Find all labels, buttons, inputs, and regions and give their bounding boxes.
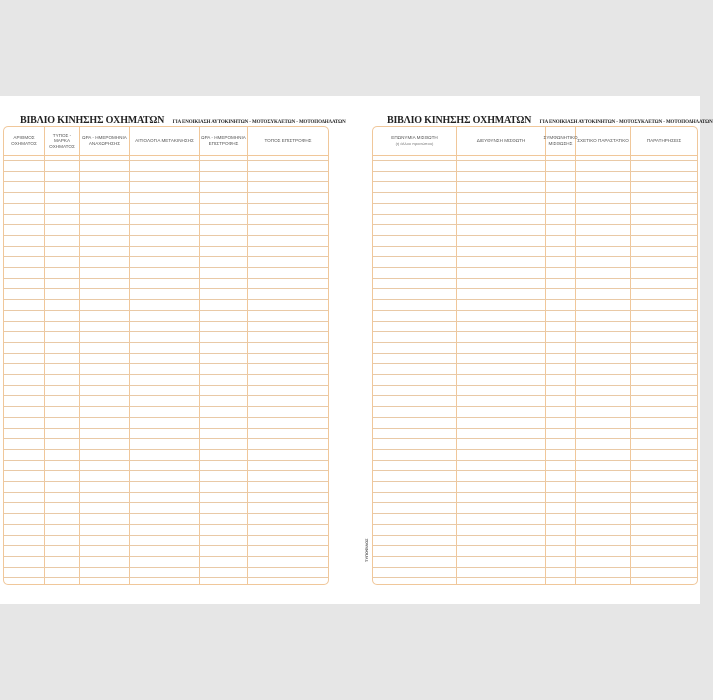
row-line [373,428,697,429]
column-header-lease-contract [543,127,578,155]
row-line [4,192,328,193]
row-line [373,321,697,322]
row-line [4,406,328,407]
row-line [4,449,328,450]
column-header-line: ΣΥΜΦΩΝΗΤΙΚΟ [543,135,578,141]
column-header-subline: (ή άλλου προσώπου) [395,141,434,146]
right-ledger-table [372,126,698,585]
row-line [4,577,328,578]
row-line [373,470,697,471]
column-header-line: ΩΡΑ - ΗΜΕΡΟΜΗΝΙΑ [82,135,127,141]
left-ledger-table [3,126,329,585]
column-header-line: ΑΙΤΙΟΛΟΓΙΑ ΜΕΤΑΚΙΝΗΣΗΣ [135,138,194,144]
row-line [373,524,697,525]
column-header-vehicle-type [45,127,80,155]
row-line [4,513,328,514]
row-line [373,353,697,354]
row-line [373,181,697,182]
column-header-line: ΑΝΑΧΩΡΗΣΗΣ [88,141,121,146]
row-line [4,342,328,343]
column-header-line: ΜΙΣΘΩΣΗΣ [548,141,573,146]
row-line [4,310,328,311]
row-line [4,428,328,429]
right-table-header [373,127,697,156]
row-line [4,417,328,418]
column-header-line: ΔΙΕΥΘΥΝΣΗ ΜΙΣΘΩΤΗ [476,138,526,144]
row-line [4,460,328,461]
column-divider [44,156,45,584]
row-line [4,481,328,482]
row-line [4,385,328,386]
column-header-line: ΩΡΑ - ΗΜΕΡΟΜΗΝΙΑ [201,135,246,141]
column-header-return-time [200,127,248,155]
column-header-line: ΑΡΙΘΜΟΣ [13,135,35,141]
row-line [373,235,697,236]
row-line [373,331,697,332]
row-line [4,535,328,536]
left-page-title-row [3,110,346,126]
row-line [4,331,328,332]
row-line [373,278,697,279]
column-header-line: ΕΠΙΣΤΡΟΦΗΣ [208,141,239,146]
row-line [4,438,328,439]
row-line [373,545,697,546]
row-line [373,567,697,568]
row-line [4,556,328,557]
row-line [4,299,328,300]
row-line [373,502,697,503]
row-line [4,235,328,236]
row-line [4,214,328,215]
row-line [373,460,697,461]
right-table-body [373,156,697,584]
column-header-line: ΤΥΠΟΣ - ΜΑΡΚΑ [52,132,72,144]
column-header-trip-reason [130,127,200,155]
row-line [373,310,697,311]
left-table-body [4,156,328,584]
row-line [373,513,697,514]
column-divider [79,156,80,584]
row-line [4,395,328,396]
column-divider [129,156,130,584]
row-line [373,481,697,482]
row-line [4,181,328,182]
row-line [4,203,328,204]
row-line [4,567,328,568]
row-line [4,278,328,279]
row-line [373,288,697,289]
column-header-vehicle-number [4,127,45,155]
row-line [373,267,697,268]
left-table-header [4,127,328,156]
column-header-remarks [631,127,697,155]
row-line [373,577,697,578]
column-header-line: ΕΠΩΝΥΜΙΑ ΜΙΣΘΩΤΗ [391,135,438,141]
right-page-subtitle: ΓΙΑ ΕΝΟΙΚΙΑΣΗ ΑΥΤΟΚΙΝΗΤΩΝ - ΜΟΤΟΣΥΚΛΕΤΩΝ - ΜΟΤΟΠΟΔΗΛΑΤΩΝ [539,120,713,125]
right-page-title-row [372,110,713,126]
column-header-lessee-address [457,127,546,155]
row-line [373,492,697,493]
row-line [373,374,697,375]
row-line [4,492,328,493]
row-line [4,470,328,471]
column-header-line: ΟΧΗΜΑΤΟΣ [49,143,75,149]
row-line [373,342,697,343]
column-header-related-document [576,127,631,155]
column-divider [247,156,248,584]
column-header-line: ΣΧΕΤΙΚΟ ΠΑΡΑΣΤΑΤΙΚΟ [577,138,629,144]
row-line [373,395,697,396]
row-line [373,363,697,364]
row-line [4,246,328,247]
column-header-departure-time [80,127,130,155]
row-line [4,502,328,503]
row-line [4,321,328,322]
row-line [373,160,697,161]
left-page [3,96,346,604]
column-divider [199,156,200,584]
column-header-return-place [248,127,328,155]
row-line [373,535,697,536]
row-line [4,353,328,354]
row-line [373,224,697,225]
row-line [4,171,328,172]
row-line [4,256,328,257]
row-line [373,385,697,386]
row-line [4,374,328,375]
left-page-subtitle: ΓΙΑ ΕΝΟΙΚΙΑΣΗ ΑΥΤΟΚΙΝΗΤΩΝ - ΜΟΤΟΣΥΚΛΕΤΩΝ - ΜΟΤΟΠΟΔΗΛΑΤΩΝ [172,120,346,125]
column-divider [456,156,457,584]
publisher-mark: ΤΥΠΟΦΙΛΟΣ [364,538,369,562]
column-header-line: ΤΟΠΟΣ ΕΠΙΣΤΡΟΦΗΣ [264,138,312,144]
row-line [373,406,697,407]
row-line [373,203,697,204]
row-line [4,545,328,546]
row-line [4,224,328,225]
row-line [4,288,328,289]
row-line [373,246,697,247]
right-page-title: ΒΙΒΛΙΟ ΚΙΝΗΣΗΣ ΟΧΗΜΑΤΩΝ [387,115,532,126]
row-line [4,160,328,161]
column-header-line: ΟΧΗΜΑΤΟΣ [11,141,37,146]
row-line [373,256,697,257]
right-page [372,96,713,604]
row-line [373,438,697,439]
ledger-sheet [0,96,713,604]
column-divider [545,156,546,584]
column-divider [630,156,631,584]
row-line [373,449,697,450]
row-line [373,171,697,172]
row-line [4,524,328,525]
row-line [373,214,697,215]
column-header-line: ΠΑΡΑΤΗΡΗΣΕΙΣ [646,138,682,144]
row-line [373,192,697,193]
left-page-title: ΒΙΒΛΙΟ ΚΙΝΗΣΗΣ ΟΧΗΜΑΤΩΝ [20,115,165,126]
column-header-lessee-name [373,127,457,155]
row-line [4,363,328,364]
row-line [373,417,697,418]
row-line [373,556,697,557]
row-line [373,299,697,300]
column-divider [575,156,576,584]
row-line [4,267,328,268]
